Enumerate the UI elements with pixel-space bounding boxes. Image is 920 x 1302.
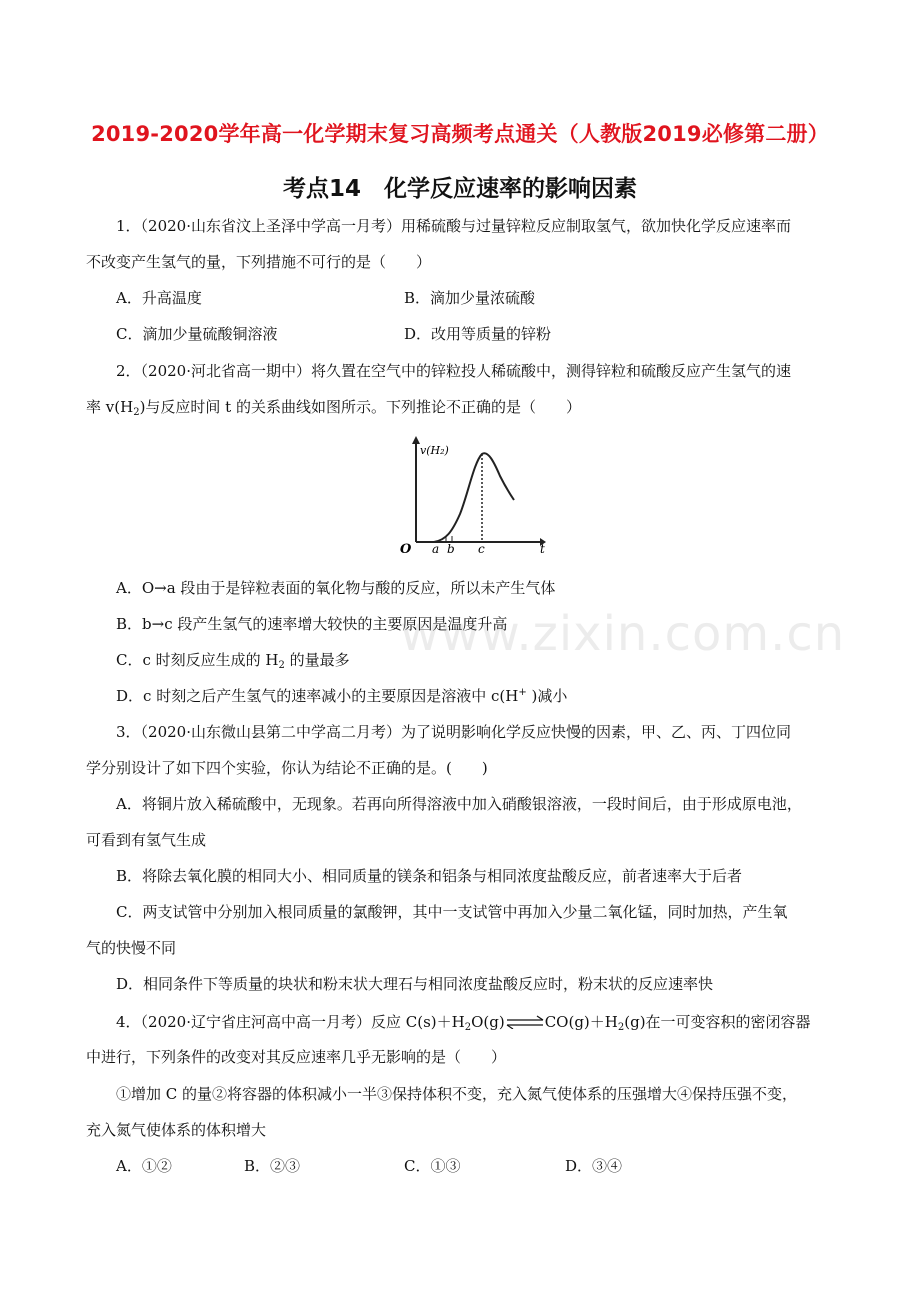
q1-option-c: C．滴加少量硫酸铜溶液: [116, 325, 278, 343]
q1-option-b: B．滴加少量浓硫酸: [404, 289, 536, 307]
q2-option-c: C．c 时刻反应生成的 $H_2$ 的量最多: [116, 651, 350, 671]
q4-conditions-line2: 充入氮气使体系的体积增大: [86, 1121, 267, 1139]
q3-option-c-line1: C．两支试管中分别加入根同质量的氯酸钾，其中一支试管中再加入少量二氧化锰，同时加热，产生氧: [116, 903, 788, 921]
tick-label-c: c: [478, 542, 485, 556]
q4-option-b: B．②③: [244, 1157, 301, 1175]
rate-time-graph: [394, 432, 546, 558]
q3-option-b: B．将除去氧化膜的相同大小、相同质量的镁条和铝条与相同浓度盐酸反应，前者速率大于后者: [116, 867, 743, 885]
q1-stem-line2: 不改变产生氢气的量，下列措施不可行的是（ ）: [86, 253, 432, 271]
q1-option-d: D．改用等质量的锌粉: [404, 325, 552, 343]
q2-option-a: A．O→a 段由于是锌粒表面的氧化物与酸的反应，所以未产生气体: [116, 579, 556, 597]
series-title: 2019-2020学年高一化学期末复习高频考点通关（人教版2019必修第二册）: [91, 122, 829, 146]
q3-option-a-line1: A．将铜片放入稀硫酸中，无现象。若再向所得溶液中加入硝酸银溶液，一段时间后，由于形成原电池，: [116, 795, 802, 813]
watermark: www.zixin.com.cn: [400, 606, 846, 662]
q2-stem-line2: 率 $v(H_2)$与反应时间 t 的关系曲线如图所示。下列推论不正确的是（ ）: [86, 398, 581, 418]
q4-stem-line1: 4．（2020·辽宁省庄河高中高一月考）反应 $C(s)+H_2O(g)$ $CO(g)+H_2(g)$在一可变容积的密闭容器: [116, 1013, 811, 1033]
q1-option-a: A．升高温度: [116, 289, 202, 307]
q2-stem-line1: 2．（2020·河北省高一期中）将久置在空气中的锌粒投人稀硫酸中，测得锌粒和硫酸反应产生氢气的速: [116, 362, 791, 380]
tick-label-a: a: [432, 542, 440, 556]
q4-option-a: A．①②: [116, 1157, 172, 1175]
topic-title: 考点14 化学反应速率的影响因素: [282, 176, 637, 202]
x-axis-label: t: [540, 542, 545, 556]
q4-stem-line2: 中进行，下列条件的改变对其反应速率几乎无影响的是（ ）: [86, 1048, 507, 1066]
q3-option-d: D．相同条件下等质量的块状和粉末状大理石与相同浓度盐酸反应时，粉末状的反应速率快: [116, 975, 714, 993]
equilibrium-arrow-icon: [505, 1015, 545, 1029]
q4-option-c: C．①③: [404, 1157, 461, 1175]
rate-curve: [416, 453, 514, 542]
y-axis-arrow: [412, 436, 420, 444]
q3-stem-line1: 3．（2020·山东微山县第二中学高二月考）为了说明影响化学反应快慢的因素，甲、乙、丙、丁四位同: [116, 723, 791, 741]
q2-option-d: D．c 时刻之后产生氢气的速率减小的主要原因是溶液中 c(H+ )减小: [116, 687, 568, 705]
q3-option-c-line2: 气的快慢不同: [86, 939, 177, 957]
q4-option-d: D．③④: [565, 1157, 623, 1175]
q1-stem-line1: 1．（2020·山东省汶上圣泽中学高一月考）用稀硫酸与过量锌粒反应制取氢气，欲加快化学反应速率而: [116, 217, 791, 235]
tick-label-b: b: [447, 542, 455, 556]
origin-label: O: [400, 542, 412, 557]
q2-option-b: B．b→c 段产生氢气的速率增大较快的主要原因是温度升高: [116, 615, 508, 633]
q4-conditions-line1: ①增加 C 的量②将容器的体积减小一半③保持体积不变，充入氮气使体系的压强增大④保持压强不变，: [116, 1085, 798, 1103]
q3-option-a-line2: 可看到有氢气生成: [86, 831, 207, 849]
q3-stem-line2: 学分别设计了如下四个实验，你认为结论不正确的是。( ): [86, 759, 488, 777]
y-axis-label: v(H₂): [420, 444, 449, 457]
